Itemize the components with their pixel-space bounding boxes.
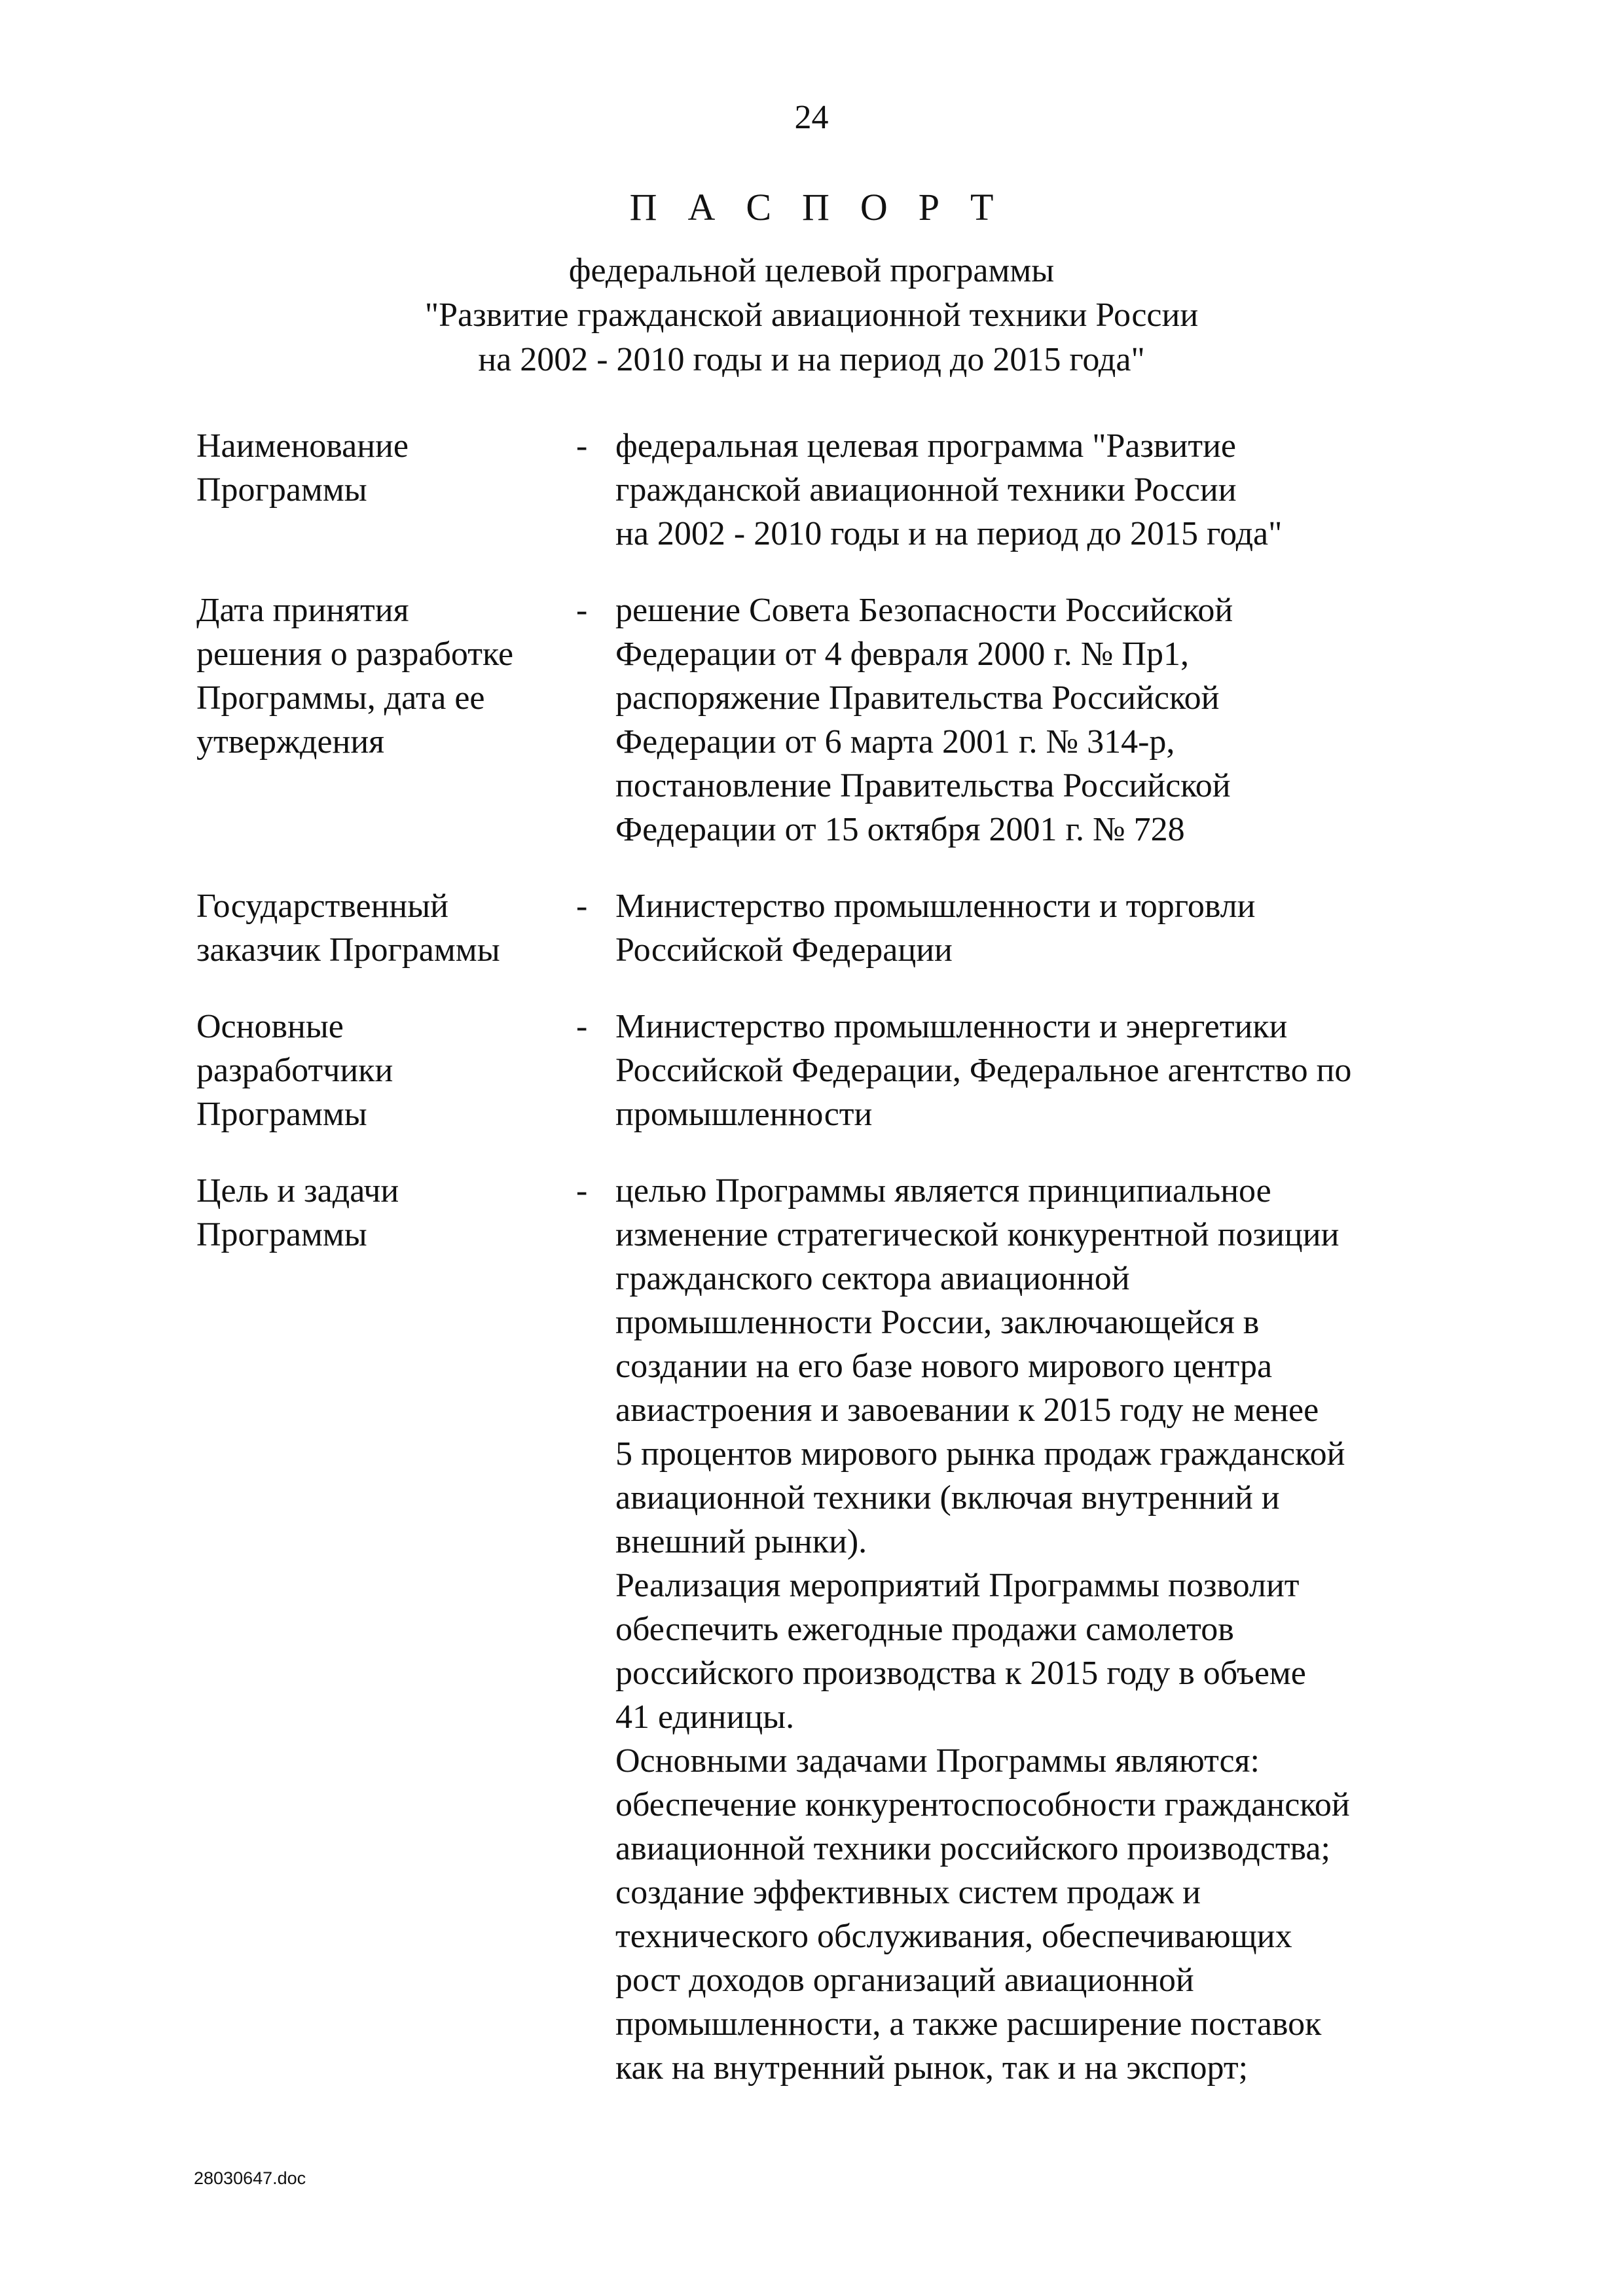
entry-label <box>196 588 563 764</box>
label-line: Цель и задачи <box>196 1172 399 1210</box>
entry-dash: - <box>576 592 588 629</box>
value-line: гражданской авиационной техники России <box>615 471 1237 509</box>
entry-label <box>196 424 563 512</box>
value-line: решение Совета Безопасности Российской <box>615 592 1233 629</box>
value-line: авиационной техники российского производства; <box>615 1830 1330 1867</box>
value-line: 5 процентов мирового рынка продаж гражданской <box>615 1435 1345 1473</box>
document-subtitle <box>0 249 1623 382</box>
value-line: Реализация мероприятий Программы позволит <box>615 1567 1300 1604</box>
subtitle-line: федеральной целевой программы <box>568 252 1055 289</box>
value-line: Основными задачами Программы являются: <box>615 1742 1260 1780</box>
value-line: как на внутренний рынок, так и на экспорт; <box>615 2049 1249 2087</box>
label-line: Программы <box>196 1096 367 1133</box>
entry-value <box>615 1169 1532 2090</box>
label-line: Программы <box>196 1216 367 1253</box>
passport-entries <box>0 424 1623 2090</box>
value-line: федеральная целевая программа "Развитие <box>615 427 1237 465</box>
entry-program-name <box>0 424 1623 556</box>
value-line: Российской Федерации <box>615 931 953 969</box>
value-line: целью Программы является принципиальное <box>615 1172 1271 1210</box>
value-line: российского производства к 2015 году в объеме <box>615 1655 1306 1692</box>
label-line: Программы <box>196 471 367 509</box>
value-line: распоряжение Правительства Российской <box>615 679 1220 717</box>
entry-dash: - <box>576 427 588 465</box>
value-line: создание эффективных систем продаж и <box>615 1874 1201 1911</box>
entry-label <box>196 1005 563 1136</box>
value-line: гражданского сектора авиационной <box>615 1260 1130 1297</box>
value-line: авиастроения и завоевании к 2015 году не менее <box>615 1391 1319 1429</box>
value-line: постановление Правительства Российской <box>615 767 1231 804</box>
entry-value <box>615 424 1532 556</box>
footer-file-name: 28030647.doc <box>194 2168 306 2188</box>
value-line: Министерство промышленности и торговли <box>615 888 1256 925</box>
entry-label <box>196 1169 563 1257</box>
label-line: Основные <box>196 1008 344 1045</box>
entry-label <box>196 884 563 972</box>
value-line: создании на его базе нового мирового центра <box>615 1348 1273 1385</box>
label-line: Программы, дата ее <box>196 679 485 717</box>
entry-value <box>615 588 1532 852</box>
value-line: авиационной техники (включая внутренний и <box>615 1479 1280 1516</box>
entry-value <box>615 1005 1532 1136</box>
label-line: заказчик Программы <box>196 931 500 969</box>
entry-dash: - <box>576 1008 588 1045</box>
value-line: 41 единицы. <box>615 1698 795 1736</box>
value-line: промышленности <box>615 1096 873 1133</box>
value-line: Федерации от 6 марта 2001 г. № 314-р, <box>615 723 1175 761</box>
page-number: 24 <box>794 99 829 136</box>
label-line: решения о разработке <box>196 636 514 673</box>
entry-goals-and-tasks <box>0 1169 1623 2090</box>
label-line: Государственный <box>196 888 448 925</box>
document-title: П А С П О Р Т <box>629 186 1004 228</box>
entry-value <box>615 884 1532 972</box>
value-line: Российской Федерации, Федеральное агентство по <box>615 1052 1352 1089</box>
entry-state-customer <box>0 884 1623 972</box>
subtitle-line: на 2002 - 2010 годы и на период до 2015 года" <box>478 341 1145 378</box>
value-line: рост доходов организаций авиационной <box>615 1962 1194 1999</box>
entry-dash: - <box>576 1172 588 1210</box>
value-line: на 2002 - 2010 годы и на период до 2015 года" <box>615 515 1283 552</box>
value-line: обеспечение конкурентоспособности гражданской <box>615 1786 1350 1823</box>
entry-main-developers <box>0 1005 1623 1136</box>
value-line: изменение стратегической конкурентной позиции <box>615 1216 1340 1253</box>
label-line: утверждения <box>196 723 385 761</box>
value-line: внешний рынки). <box>615 1523 867 1560</box>
value-line: Федерации от 4 февраля 2000 г. № Пр1, <box>615 636 1189 673</box>
value-line: промышленности России, заключающейся в <box>615 1304 1260 1341</box>
entry-dash: - <box>576 888 588 925</box>
entry-decision-date <box>0 588 1623 852</box>
value-line: Федерации от 15 октября 2001 г. № 728 <box>615 811 1185 848</box>
label-line: разработчики <box>196 1052 393 1089</box>
value-line: технического обслуживания, обеспечивающих <box>615 1918 1292 1955</box>
value-line: промышленности, а также расширение поставок <box>615 2005 1322 2043</box>
value-line: Министерство промышленности и энергетики <box>615 1008 1288 1045</box>
label-line: Наименование <box>196 427 409 465</box>
label-line: Дата принятия <box>196 592 409 629</box>
value-line: обеспечить ежегодные продажи самолетов <box>615 1611 1234 1648</box>
subtitle-line: "Развитие гражданской авиационной техники России <box>424 296 1199 334</box>
